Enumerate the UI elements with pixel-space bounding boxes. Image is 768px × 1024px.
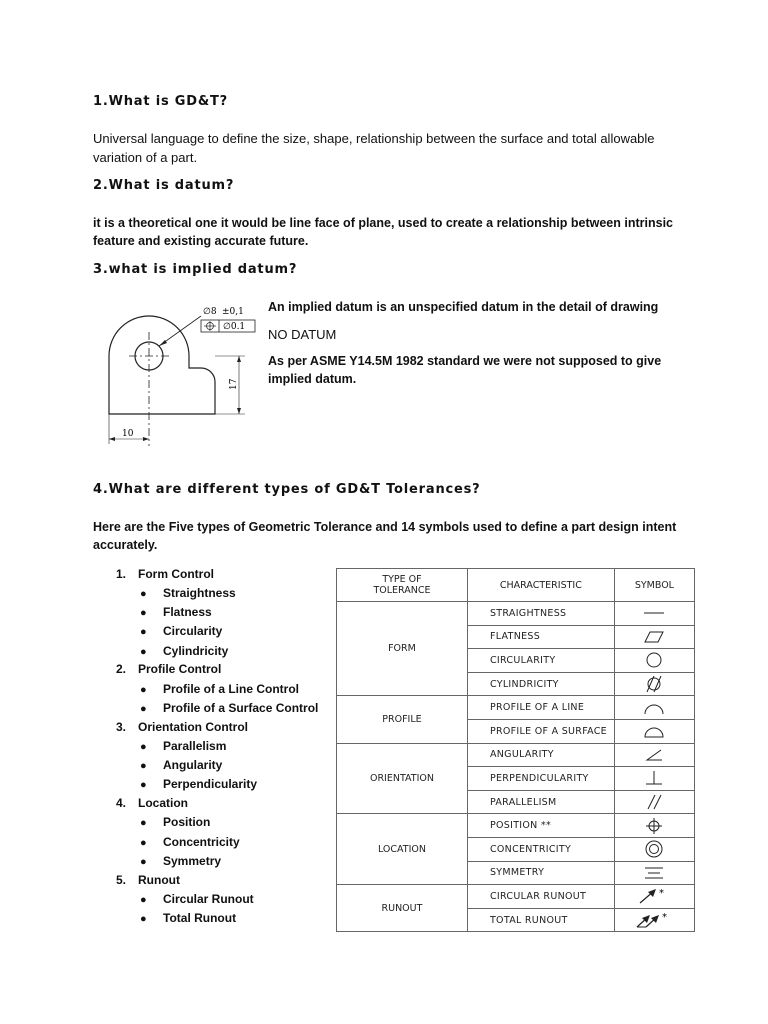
symmetry-icon bbox=[639, 865, 669, 881]
implied-datum-definition: An implied datum is an unspecified datum in the detail of drawing bbox=[268, 300, 659, 314]
list-group-location: 4. Location bbox=[116, 796, 188, 810]
characteristic-cell: ANGULARITY bbox=[467, 743, 614, 767]
list-item: ● Perpendicularity bbox=[140, 777, 258, 791]
table-row bbox=[337, 885, 695, 909]
table-row bbox=[337, 602, 695, 626]
profile-line-icon bbox=[639, 700, 669, 716]
list-item: ● Profile of a Line Control bbox=[140, 682, 300, 696]
characteristic-cell: FLATNESS bbox=[467, 625, 614, 649]
characteristic-cell: TOTAL RUNOUT bbox=[467, 908, 614, 932]
svg-text:*: * bbox=[659, 888, 665, 900]
list-item: ● Profile of a Surface Control bbox=[140, 701, 319, 715]
gdt-symbols-table bbox=[336, 568, 695, 932]
no-datum-label: NO DATUM bbox=[268, 327, 337, 342]
question-2-heading: 2.What is datum? bbox=[93, 178, 235, 193]
circular-runout-icon bbox=[632, 886, 676, 906]
list-item: ● Straightness bbox=[140, 586, 236, 600]
profile-surface-icon bbox=[639, 723, 669, 739]
type-runout: RUNOUT bbox=[337, 885, 468, 932]
question-3-heading: 3.what is implied datum? bbox=[93, 262, 298, 277]
straightness-icon bbox=[639, 605, 669, 621]
implied-datum-drawing bbox=[95, 296, 265, 450]
header-characteristic: CHARACTERISTIC bbox=[467, 569, 614, 602]
list-group-form: 1. Form Control bbox=[116, 567, 214, 581]
characteristic-cell: POSITION ** bbox=[467, 814, 614, 838]
concentricity-icon bbox=[639, 839, 669, 859]
list-item: ● Angularity bbox=[140, 758, 223, 772]
question-1-answer: Universal language to define the size, shape, relationship between the surface and total allowable variation of a part. bbox=[93, 131, 655, 165]
flatness-icon bbox=[639, 629, 669, 645]
characteristic-cell: CIRCULAR RUNOUT bbox=[467, 885, 614, 909]
hole-tolerance-dim: ±0,1 bbox=[222, 307, 244, 317]
list-item: ● Circular Runout bbox=[140, 892, 254, 906]
height-dim: 17 bbox=[229, 378, 239, 390]
characteristic-cell: CYLINDRICITY bbox=[467, 672, 614, 696]
characteristic-cell: SYMMETRY bbox=[467, 861, 614, 885]
header-symbol: SYMBOL bbox=[614, 569, 694, 602]
type-profile: PROFILE bbox=[337, 696, 468, 743]
type-orientation: ORIENTATION bbox=[337, 743, 468, 814]
list-item: ● Total Runout bbox=[140, 911, 237, 925]
position-icon bbox=[639, 817, 669, 835]
angularity-icon bbox=[639, 747, 669, 763]
fcf-tolerance: ∅0.1 bbox=[223, 322, 246, 332]
question-1-heading: 1.What is GD&T? bbox=[93, 94, 229, 109]
question-4-intro: Here are the Five types of Geometric Tolerance and 14 symbols used to define a part design intent accurately. bbox=[93, 520, 677, 552]
list-item: ● Parallelism bbox=[140, 739, 227, 753]
width-dim: 10 bbox=[122, 429, 134, 439]
characteristic-cell: PROFILE OF A SURFACE bbox=[467, 719, 614, 743]
perpendicularity-icon bbox=[639, 769, 669, 787]
list-item: ● Cylindricity bbox=[140, 644, 229, 658]
type-location: LOCATION bbox=[337, 814, 468, 885]
characteristic-cell: CONCENTRICITY bbox=[467, 837, 614, 861]
list-item: ● Position bbox=[140, 815, 211, 829]
question-2-answer: it is a theoretical one it would be line face of plane, used to create a relationship between intrinsic feature and existing accurate future. bbox=[93, 216, 673, 248]
table-row bbox=[337, 696, 695, 720]
asme-standard-note: As per ASME Y14.5M 1982 standard we were not supposed to give implied datum. bbox=[268, 354, 662, 386]
characteristic-cell: PARALLELISM bbox=[467, 790, 614, 814]
header-type: TYPE OF TOLERANCE bbox=[337, 569, 468, 602]
hole-diameter-dim: ∅8 bbox=[203, 307, 217, 317]
list-item: ● Symmetry bbox=[140, 854, 222, 868]
type-form: FORM bbox=[337, 602, 468, 696]
table-row bbox=[337, 743, 695, 767]
list-group-orientation: 3. Orientation Control bbox=[116, 720, 248, 734]
characteristic-cell: PROFILE OF A LINE bbox=[467, 696, 614, 720]
question-4-heading: 4.What are different types of GD&T Tolerances? bbox=[93, 482, 481, 497]
svg-text:*: * bbox=[662, 912, 668, 924]
list-item: ● Circularity bbox=[140, 624, 223, 638]
characteristic-cell: PERPENDICULARITY bbox=[467, 767, 614, 791]
cylindricity-icon bbox=[639, 674, 669, 694]
table-header-row bbox=[337, 569, 695, 602]
characteristic-cell: STRAIGHTNESS bbox=[467, 602, 614, 626]
circularity-icon bbox=[639, 651, 669, 669]
table-row bbox=[337, 814, 695, 838]
list-group-profile: 2. Profile Control bbox=[116, 662, 222, 676]
list-item: ● Flatness bbox=[140, 605, 212, 619]
list-group-runout: 5. Runout bbox=[116, 873, 180, 887]
total-runout-icon bbox=[632, 910, 676, 930]
parallelism-icon bbox=[639, 793, 669, 811]
list-item: ● Concentricity bbox=[140, 835, 240, 849]
characteristic-cell: CIRCULARITY bbox=[467, 649, 614, 673]
